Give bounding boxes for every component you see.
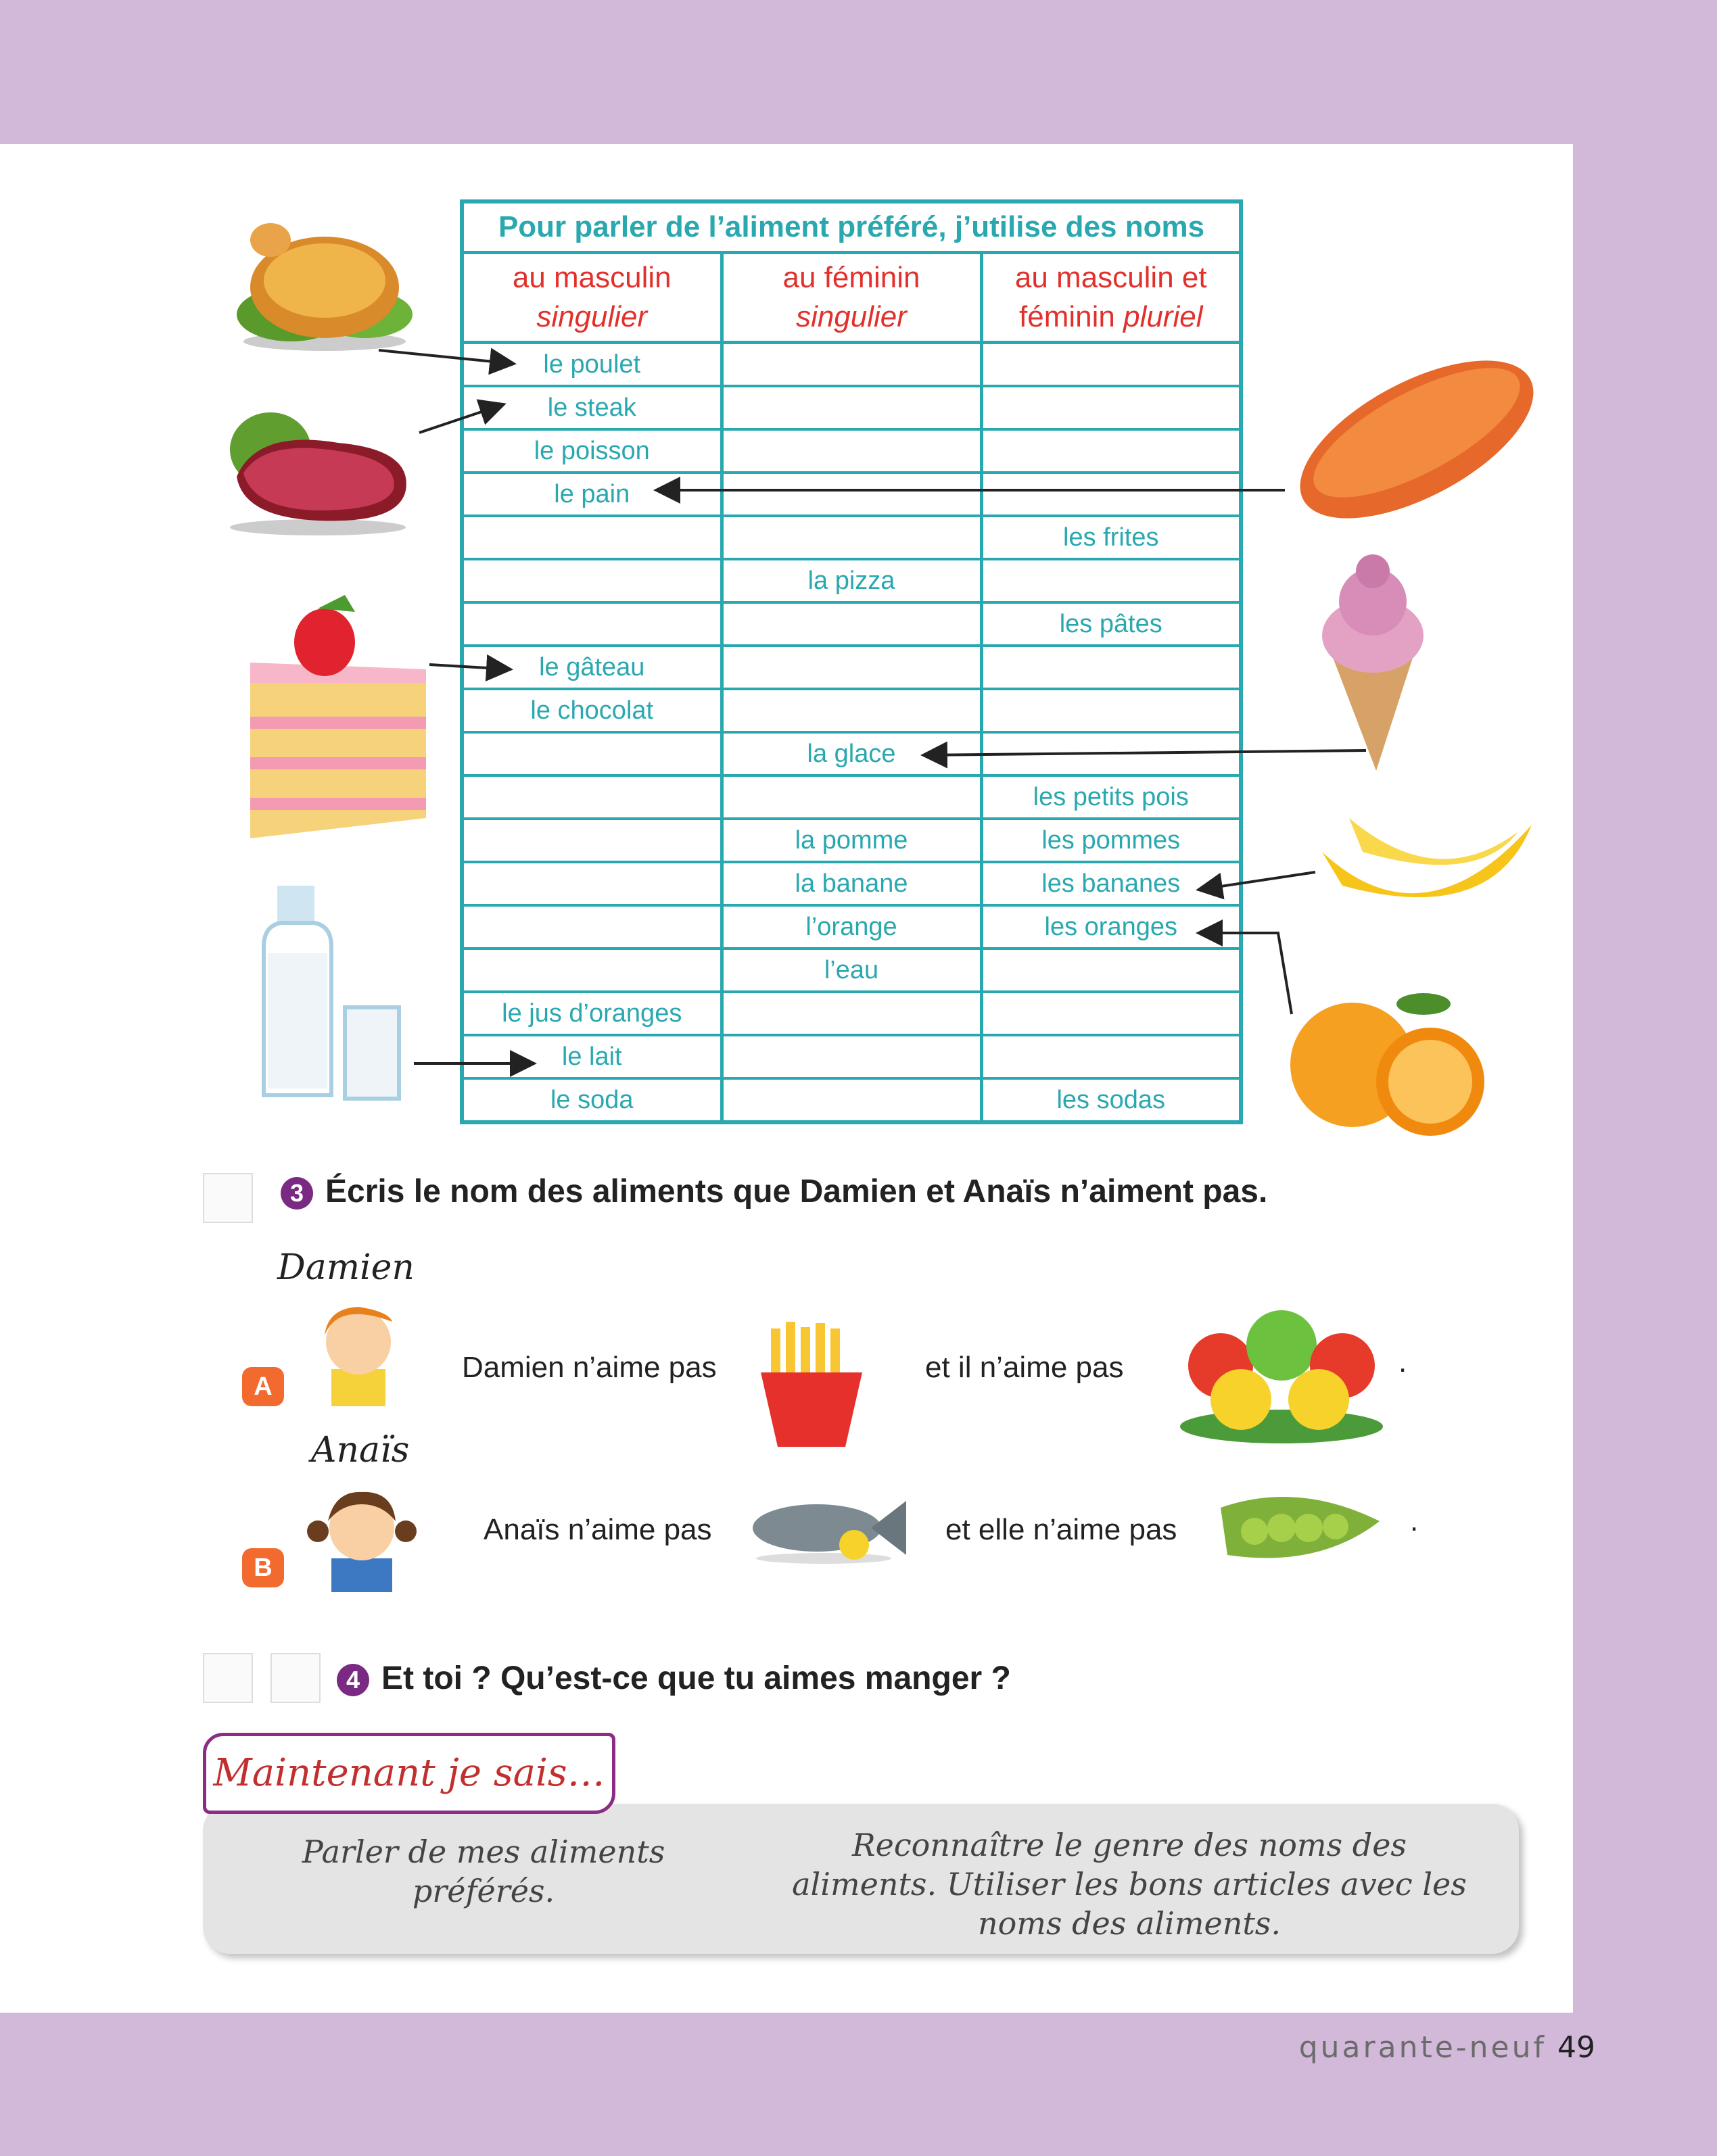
table-cell <box>981 949 1241 992</box>
milk-icon <box>250 886 419 1109</box>
chicken-icon <box>230 213 419 355</box>
fries-icon <box>757 1322 866 1447</box>
table-cell: la glace <box>722 732 981 775</box>
table-cell: les oranges <box>981 905 1241 949</box>
table-cell <box>981 732 1241 775</box>
header-plural: au masculin et féminin pluriel <box>981 253 1241 343</box>
table-row <box>462 429 1241 473</box>
table-row <box>462 689 1241 732</box>
table-cell <box>722 775 981 819</box>
table-cell <box>981 429 1241 473</box>
table-row <box>462 516 1241 559</box>
table-cell: le steak <box>462 386 722 429</box>
table-cell <box>981 646 1241 689</box>
page-number: 49 <box>1557 2030 1595 2065</box>
table-cell: le pain <box>462 473 722 516</box>
table-cell <box>462 819 722 862</box>
summary-title: Maintenant je sais… <box>203 1733 615 1814</box>
table-cell <box>722 1035 981 1078</box>
table-cell: la pomme <box>722 819 981 862</box>
anais-sentence-2: et elle n’aime pas <box>945 1513 1177 1546</box>
table-cell <box>722 429 981 473</box>
ice-cream-icon <box>1312 554 1434 771</box>
table-cell <box>462 602 722 646</box>
table-cell <box>981 473 1241 516</box>
damien-sentence-2: et il n’aime pas <box>925 1351 1124 1384</box>
page-number-words: quarante-neuf <box>1298 2030 1547 2065</box>
steak-icon <box>216 402 419 537</box>
table-cell <box>722 646 981 689</box>
anais-name: Anaïs <box>311 1430 410 1470</box>
table-cell: le poulet <box>462 343 722 387</box>
banana-icon <box>1315 811 1538 933</box>
table-cell: le jus d’oranges <box>462 992 722 1035</box>
table-cell: les petits pois <box>981 775 1241 819</box>
table-cell <box>722 992 981 1035</box>
table-cell <box>462 949 722 992</box>
table-row <box>462 1078 1241 1122</box>
pencil-icon <box>203 1173 253 1223</box>
page-footer <box>1299 2030 1595 2065</box>
table-cell: les frites <box>981 516 1241 559</box>
table-cell <box>981 1035 1241 1078</box>
bread-icon <box>1288 338 1545 541</box>
table-cell <box>722 1078 981 1122</box>
peas-icon <box>1217 1481 1383 1575</box>
boy-avatar <box>298 1295 419 1406</box>
table-cell: le gâteau <box>462 646 722 689</box>
table-row <box>462 1035 1241 1078</box>
table-cell <box>462 775 722 819</box>
table-cell: le chocolat <box>462 689 722 732</box>
label-a: A <box>242 1367 284 1406</box>
exercise-number: 3 <box>281 1177 313 1209</box>
table-cell: le poisson <box>462 429 722 473</box>
table-cell <box>722 602 981 646</box>
table-row <box>462 732 1241 775</box>
table-row <box>462 386 1241 429</box>
table-row <box>462 905 1241 949</box>
table-row <box>462 473 1241 516</box>
header-fem-sing: au féminin singulier <box>722 253 981 343</box>
table-cell <box>462 905 722 949</box>
anais-end: . <box>1410 1504 1419 1537</box>
table-row <box>462 992 1241 1035</box>
damien-end: . <box>1398 1345 1407 1379</box>
table-cell <box>722 343 981 387</box>
table-cell <box>722 473 981 516</box>
table-row <box>462 949 1241 992</box>
table-cell <box>981 559 1241 602</box>
table-cell <box>462 862 722 905</box>
pencil-icon <box>203 1653 253 1703</box>
table-cell <box>981 689 1241 732</box>
table-cell: le soda <box>462 1078 722 1122</box>
girl-avatar <box>301 1477 423 1592</box>
table-row <box>462 775 1241 819</box>
anais-sentence-1: Anaïs n’aime pas <box>484 1513 712 1546</box>
damien-name: Damien <box>277 1247 415 1288</box>
table-row <box>462 602 1241 646</box>
exercise-3 <box>281 1173 1267 1210</box>
table-caption: Pour parler de l’aliment préféré, j’utilise des noms <box>462 201 1241 253</box>
table-cell <box>722 689 981 732</box>
orange-icon <box>1288 990 1491 1139</box>
table-cell: l’eau <box>722 949 981 992</box>
damien-sentence-1: Damien n’aime pas <box>462 1351 717 1384</box>
table-cell <box>981 386 1241 429</box>
table-cell: les pâtes <box>981 602 1241 646</box>
table-cell: les sodas <box>981 1078 1241 1122</box>
summary-left: Parler de mes aliments préférés. <box>302 1834 665 1909</box>
table-cell: la banane <box>722 862 981 905</box>
table-cell <box>462 516 722 559</box>
food-table <box>460 199 1243 1124</box>
table-cell <box>722 386 981 429</box>
table-cell <box>981 992 1241 1035</box>
exercise-instruction: Et toi ? Qu’est-ce que tu aimes manger ? <box>381 1660 1011 1696</box>
summary-right: Reconnaître le genre des noms des aliments. Utiliser les bons articles avec les noms des aliments. <box>792 1827 1467 1942</box>
speaking-icon <box>271 1653 321 1703</box>
cake-icon <box>243 595 440 838</box>
fish-icon <box>749 1484 908 1565</box>
table-row <box>462 343 1241 387</box>
table-row <box>462 819 1241 862</box>
exercise-4 <box>337 1660 1011 1697</box>
apples-icon <box>1173 1298 1390 1447</box>
exercise-number: 4 <box>337 1664 369 1696</box>
header-masc-sing: au masculin singulier <box>462 253 722 343</box>
exercise-instruction: Écris le nom des aliments que Damien et Anaïs n’aiment pas. <box>325 1174 1268 1209</box>
table-cell <box>981 343 1241 387</box>
table-cell: les pommes <box>981 819 1241 862</box>
table-cell <box>462 559 722 602</box>
table-row <box>462 862 1241 905</box>
table-row <box>462 559 1241 602</box>
label-b: B <box>242 1548 284 1587</box>
table-cell: le lait <box>462 1035 722 1078</box>
table-cell: les bananes <box>981 862 1241 905</box>
table-cell <box>722 516 981 559</box>
table-cell: l’orange <box>722 905 981 949</box>
table-row <box>462 646 1241 689</box>
table-cell <box>462 732 722 775</box>
table-cell: la pizza <box>722 559 981 602</box>
